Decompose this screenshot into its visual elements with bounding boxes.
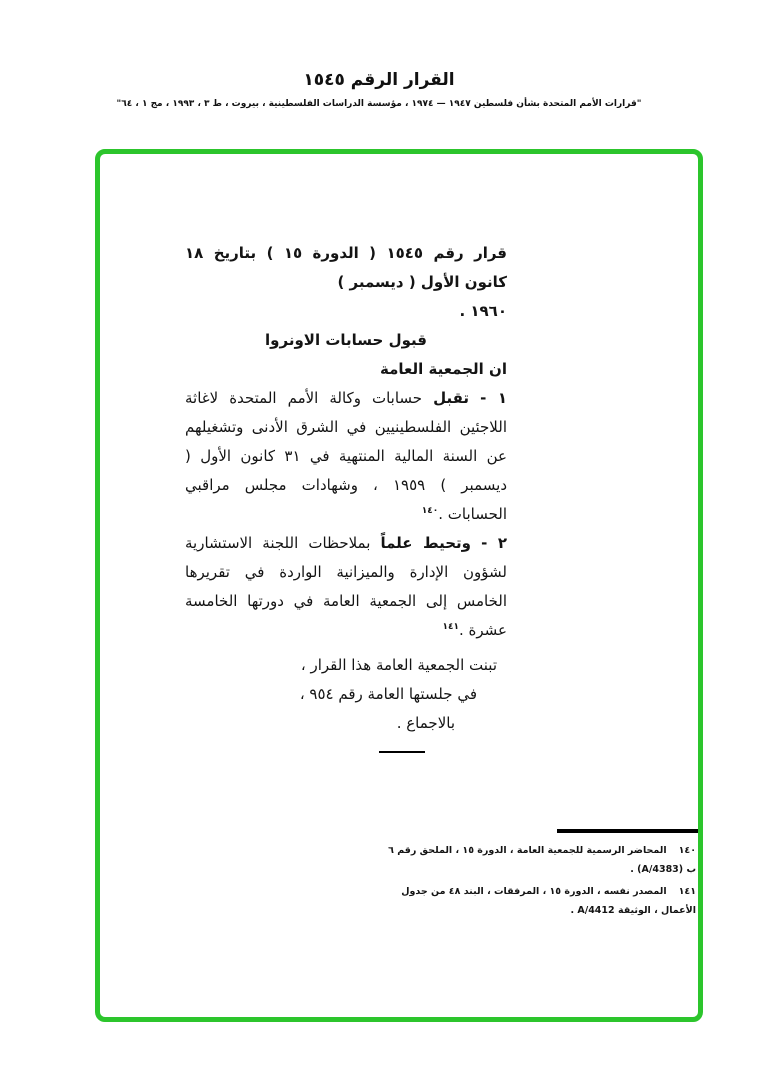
operative-paragraph-1: [185, 384, 507, 529]
footnote-separator-rule: [557, 829, 698, 833]
adoption-line2: في جلستها العامة رقم ٩٥٤ ،: [299, 685, 477, 703]
green-document-frame: [95, 149, 703, 1022]
footnote-141-number: ١٤١: [678, 886, 696, 897]
paragraph-2-keyword: وتحيط علماً: [380, 534, 472, 552]
resolution-subject: قبول حسابات الاونروا: [265, 331, 427, 349]
end-of-text-rule: [379, 751, 425, 753]
bibliographic-source-line: "قرارات الأمم المتحدة بشأن فلسطين ١٩٤٧ — ١٩٧٤ ، مؤسسة الدراسات الفلسطينية ، بيروت ، ط ٣ ، ١٩٩٣ ، مج ١ ، ٦٤": [116, 99, 642, 109]
adoption-line3: بالاجماع .: [396, 714, 455, 732]
resolution-body: [185, 239, 507, 753]
resolution-preamble: ان الجمعية العامة: [380, 360, 507, 378]
page-title: القرار الرقم ١٥٤٥: [303, 70, 455, 90]
footnote-140: [380, 841, 696, 879]
footnote-140-number: ١٤٠: [678, 845, 696, 856]
footnotes-section: [380, 841, 696, 923]
paragraph-1-text: حسابات وكالة الأمم المتحدة لاغاثة اللاجئين الفلسطينيين في الشرق الأدنى وتشغيلهم عن السنة المالية المنتهية في ٣١ كانون الأول ( ديسمبر ) ١٩٥٩ ، وشهادات مجلس مراقبي الحسابات .: [185, 389, 507, 523]
page-header: [0, 70, 758, 109]
paragraph-2-number: ٢ -: [481, 534, 507, 552]
resolution-heading-line2: ١٩٦٠ .: [459, 302, 507, 320]
resolution-heading-line1: قرار رقم ١٥٤٥ ( الدورة ١٥ ) بتاريخ ١٨ كانون الأول ( ديسمبر ): [185, 244, 507, 291]
footnote-ref-140: ١٤٠: [421, 506, 439, 516]
paragraph-1-keyword: تقبل: [433, 389, 470, 407]
paragraph-2-text: بملاحظات اللجنة الاستشارية لشؤون الإدارة والميزانية الواردة في تقريرها الخامس إلى الجمعية العامة في دورتها الخامسة عشرة .: [185, 534, 507, 639]
footnote-141-text: المصدر نفسه ، الدورة ١٥ ، المرفقات ، البند ٤٨ من جدول الأعمال ، الوثيقة A/4412 .: [401, 886, 696, 916]
adoption-note: [185, 651, 507, 753]
operative-paragraph-2: [185, 529, 507, 645]
adoption-line1: تبنت الجمعية العامة هذا القرار ،: [300, 656, 497, 674]
footnote-141: [380, 882, 696, 920]
paragraph-1-number: ١ -: [480, 389, 507, 407]
footnote-ref-141: ١٤١: [442, 622, 459, 632]
footnote-140-text: المحاضر الرسمية للجمعية العامة ، الدورة ١٥ ، الملحق رقم ٦ ب (A/4383) .: [388, 845, 696, 875]
